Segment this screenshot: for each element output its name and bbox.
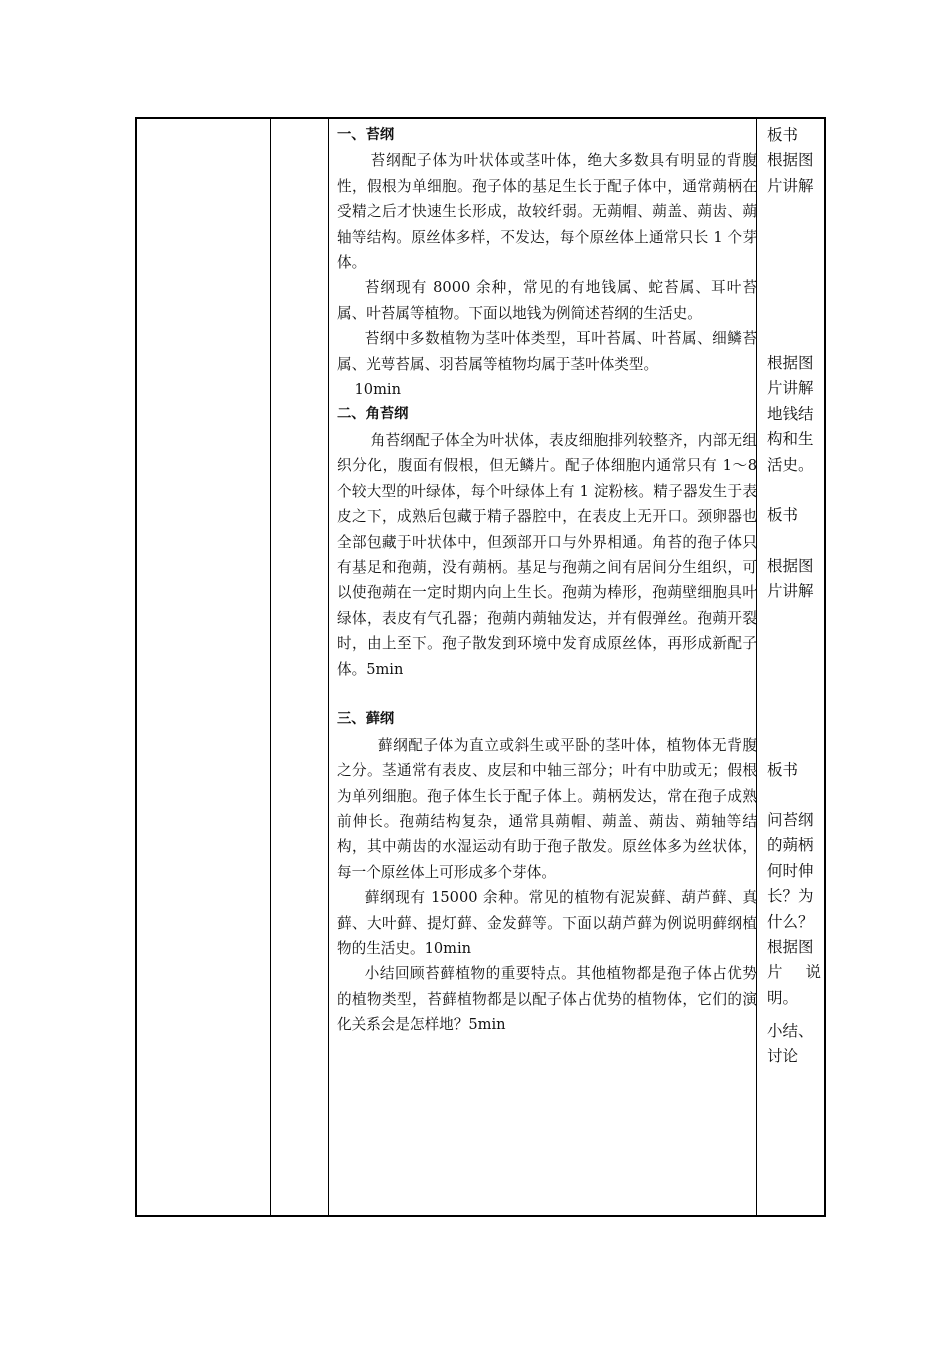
note-block <box>767 503 821 528</box>
note-line: 板书 <box>767 506 799 524</box>
note-line: 根据图 <box>767 557 814 575</box>
paragraph: 藓纲配子体为直立或斜生或平卧的茎叶体，植物体无背腹之分。茎通常有表皮、皮层和中轴三部分；叶有中肋或无；假根为单列细胞。孢子体生长于配子体上。蒴柄发达，常在孢子成熟前伸长。孢蒴结构复杂，通常具蒴帽、蒴盖、蒴齿、蒴轴等结构，其中蒴齿的水湿运动有助于孢子散发。原丝体多为丝状体，每一个原丝体上可形成多个芽体。 <box>337 736 757 881</box>
note-line: 片 说 <box>767 963 821 982</box>
note-line: 构和生 <box>767 430 814 449</box>
note-block <box>767 1019 821 1070</box>
note-line: 地钱结 <box>767 404 814 423</box>
note-line: 根据图 <box>767 354 814 372</box>
note-line: 片讲解 <box>767 379 814 398</box>
note-line: 何时伸 <box>767 861 814 880</box>
paragraph: 苔纲配子体为叶状体或茎叶体，绝大多数具有明显的背腹性，假根为单细胞。孢子体的基足生长于配子体中，通常蒴柄在受精之后才快速生长形成，故较纤弱。无蒴帽、蒴盖、蒴齿、蒴轴等结构。原丝体多样，不发达，每个原丝体上通常只长 1 个芽体。 <box>337 152 757 272</box>
note-line: 什么？ <box>767 912 814 931</box>
note-line: 明。 <box>767 988 799 1007</box>
note-line: 小结、 <box>767 1022 814 1040</box>
paragraph: 小结回顾苔藓植物的重要特点。其他植物都是孢子体占优势的植物类型，苔藓植物都是以配子体占优势的植物体，它们的演化关系会是怎样地？5min <box>337 965 757 1034</box>
note-line: 片讲解 <box>767 176 814 195</box>
note-block <box>767 554 821 605</box>
note-line: 长？为 <box>767 887 814 906</box>
content-cell <box>337 123 757 1038</box>
note-line: 根据图 <box>767 938 814 957</box>
note-line: 根据图 <box>767 151 814 170</box>
note-line: 的蒴柄 <box>767 836 814 855</box>
section-heading: 二、角苔纲 <box>337 406 409 423</box>
note-line: 讨论 <box>767 1047 799 1066</box>
note-block <box>767 758 821 783</box>
column-divider <box>270 119 271 1215</box>
note-line: 问苔纲 <box>767 811 814 829</box>
note-line: 板书 <box>767 126 799 144</box>
note-block <box>767 808 821 1011</box>
time-label: 10min <box>354 381 401 399</box>
paragraph: 藓纲现有 15000 余种。常见的植物有泥炭藓、葫芦藓、真藓、大叶藓、提灯藓、金发藓等。下面以葫芦藓为例说明藓纲植物的生活史。10min <box>337 889 757 957</box>
paragraph: 角苔纲配子体全为叶状体，表皮细胞排列较整齐，内部无组织分化，腹面有假根，但无鳞片。配子体细胞内通常只有 1～8 个较大型的叶绿体，每个叶绿体上有 1 淀粉核。精子器发生于表皮之下，成熟后包藏于精子器腔中，在表皮上无开口。颈卵器也全部包藏于叶状体中，但颈部开口与外界相通。角苔的孢子体只有基足和孢蒴，没有蒴柄。基足与孢蒴之间有居间分生组织，可以使孢蒴在一定时期内向上生长。孢蒴为棒形，孢蒴壁细胞具叶绿体，表皮有气孔器；孢蒴内蒴轴发达，并有假弹丝。孢蒴开裂时，由上至下。孢子散发到环境中发育成原丝体，再形成新配子体。5min <box>337 431 757 678</box>
note-line: 板书 <box>767 761 799 779</box>
section-heading: 三、藓纲 <box>337 711 395 728</box>
note-line: 活史。 <box>767 455 814 474</box>
lesson-table <box>135 117 826 1217</box>
paragraph: 苔纲现有 8000 余种，常见的有地钱属、蛇苔属、耳叶苔属、叶苔属等植物。下面以地钱为例简述苔纲的生活史。 <box>337 279 757 322</box>
paragraph: 苔纲中多数植物为茎叶体类型，耳叶苔属、叶苔属、细鳞苔属、光萼苔属、羽苔属等植物均属于茎叶体类型。 <box>337 330 757 373</box>
note-block <box>767 351 821 478</box>
note-line: 片讲解 <box>767 582 814 601</box>
note-block <box>767 123 821 199</box>
section-heading: 一、苔纲 <box>337 127 395 143</box>
column-divider <box>328 119 329 1215</box>
